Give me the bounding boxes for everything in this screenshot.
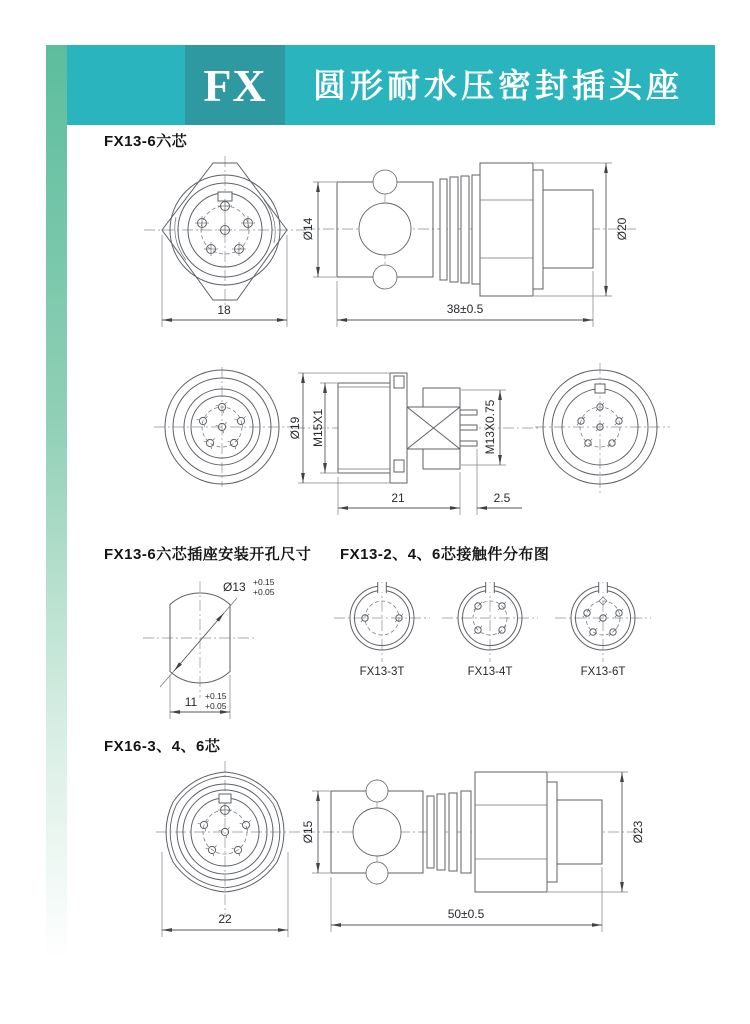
section-label-fx16: FX16-3、4、6芯 (104, 738, 221, 755)
fx13-plug-front-drawing (140, 148, 310, 333)
hex-nut (475, 772, 547, 892)
contact-layout-fx13-6t (549, 580, 659, 682)
variant-label-3t: FX13-3T (359, 666, 405, 678)
dim-fx13-length: 38±0.5 (446, 302, 484, 316)
dim-hole-width-tol-low: +0.05 (205, 701, 227, 711)
hex-nut (480, 163, 533, 296)
dim-hole-diam: Ø13 (223, 580, 246, 594)
dim-fx13-rear-thread: M13X0.75 (483, 399, 497, 455)
section-label-contacts: FX13-2、4、6芯接触件分布图 (340, 546, 550, 563)
mounting-hole-drawing (125, 573, 315, 725)
dim-fx13-front-width: 18 (217, 303, 231, 317)
series-box (185, 45, 285, 125)
contact-layout-fx13-3t (328, 580, 438, 682)
dim-fx13-knurl-diam: Ø14 (301, 217, 315, 241)
dim-fx13-socket-length: 21 (391, 491, 405, 505)
dim-fx16-knurl-diam: Ø15 (301, 820, 315, 844)
dim-hole-width-tol-up: +0.15 (205, 691, 227, 701)
section-label-mounting: FX13-6六芯插座安装开孔尺寸 (104, 546, 312, 563)
fx13-socket-front-drawing (148, 365, 300, 493)
header-band (67, 45, 715, 125)
threaded-body (338, 383, 390, 473)
section-label-fx13: FX13-6六芯 (104, 133, 188, 150)
variant-label-4t: FX13-4T (467, 666, 513, 678)
dim-hole-width: 11 (184, 695, 198, 709)
series-label: FX (203, 59, 267, 111)
dim-hole-tol-low: +0.05 (253, 587, 275, 597)
dim-fx16-body-diam: Ø23 (631, 820, 645, 844)
dim-fx16-front-width: 22 (218, 912, 232, 926)
variant-label-6t: FX13-6T (580, 666, 626, 678)
dim-fx13-pin-length: 2.5 (493, 491, 511, 505)
knurled-barrel (337, 170, 433, 289)
left-accent-stripe (46, 45, 67, 960)
dim-fx13-flange-diam: Ø19 (288, 416, 302, 440)
dim-fx13-thread: M15X1 (311, 408, 325, 448)
dim-fx13-body-diam: Ø20 (615, 217, 629, 241)
page-title: 圆形耐水压密封插头座 (313, 67, 683, 104)
dim-fx16-length: 50±0.5 (447, 907, 485, 921)
contact-layout-fx13-4t (436, 580, 546, 682)
cross-section-box (407, 407, 460, 449)
fx13-socket-rear-drawing (525, 355, 680, 505)
dim-hole-tol-up: +0.15 (253, 577, 275, 587)
fx16-side-drawing (300, 757, 650, 942)
fx13-plug-side-drawing (300, 148, 640, 333)
fx13-socket-side-drawing (290, 365, 560, 520)
